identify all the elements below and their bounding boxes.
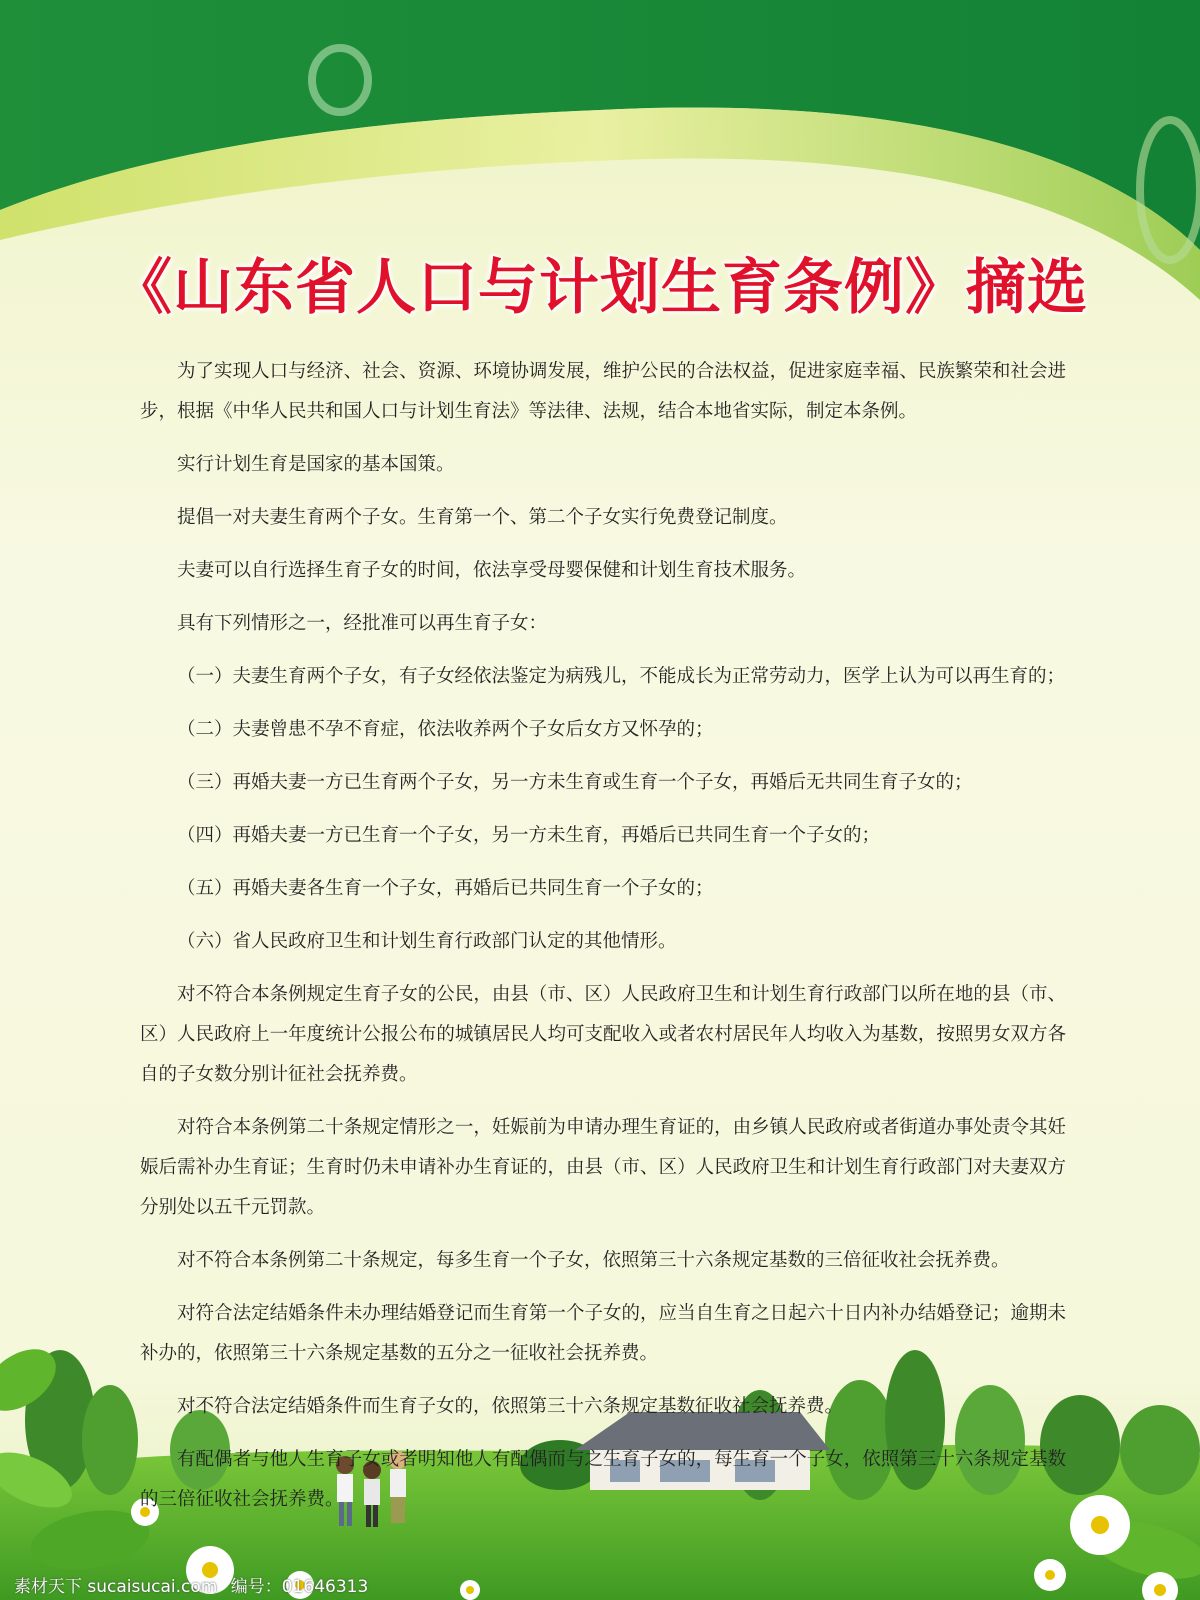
paragraph: （三）再婚夫妻一方已生育两个子女，另一方未生育或生育一个子女，再婚后无共同生育子女的； — [177, 772, 973, 793]
paragraph: 对不符合本条例规定生育子女的公民，由县（市、区）人民政府卫生和计划生育行政部门以所在地的县（市、区）人民政府上一年度统计公报公布的城镇居民人均可支配收入或者农村居民年人均收入为基数，按照男女双方各自的子女数分别计征社会抚养费。 — [140, 984, 1066, 1085]
paragraph: （四）再婚夫妻一方已生育一个子女，另一方未生育，再婚后已共同生育一个子女的； — [177, 825, 881, 846]
paragraph: 对符合法定结婚条件未办理结婚登记而生育第一个子女的，应当自生育之日起六十日内补办结婚登记；逾期未补办的，依照第三十六条规定基数的五分之一征收社会抚养费。 — [140, 1303, 1066, 1364]
paragraph: 提倡一对夫妻生育两个子女。生育第一个、第二个子女实行免费登记制度。 — [177, 507, 788, 528]
paragraph: （五）再婚夫妻各生育一个子女，再婚后已共同生育一个子女的； — [177, 878, 714, 899]
paragraph: 实行计划生育是国家的基本国策。 — [177, 454, 455, 475]
paragraph: （二）夫妻曾患不孕不育症，依法收养两个子女后女方又怀孕的； — [177, 719, 714, 740]
paragraph: 具有下列情形之一，经批准可以再生育子女： — [177, 613, 548, 634]
page-title: 《山东省人口与计划生育条例》摘选 — [112, 253, 1088, 323]
paragraph: （六）省人民政府卫生和计划生育行政部门认定的其他情形。 — [177, 931, 677, 952]
paragraph: 夫妻可以自行选择生育子女的时间，依法享受母婴保健和计划生育技术服务。 — [177, 560, 807, 581]
paragraph: 对不符合法定结婚条件而生育子女的，依照第三十六条规定基数征收社会抚养费。 — [177, 1396, 844, 1417]
paragraph: 对不符合本条例第二十条规定，每多生育一个子女，依照第三十六条规定基数的三倍征收社会抚养费。 — [177, 1250, 1010, 1271]
watermark-site: 素材天下 sucaisucai.com — [14, 1577, 218, 1597]
paragraph: 对符合本条例第二十条规定情形之一，妊娠前为申请办理生育证的，由乡镇人民政府或者街道办事处责令其妊娠后需补办生育证；生育时仍未申请补办生育证的，由县（市、区）人民政府卫生和计划生育行政部门对夫妻双方分别处以五千元罚款。 — [140, 1117, 1066, 1218]
regulation-text — [140, 352, 1066, 1533]
watermark-id: 编号：01646313 — [230, 1577, 369, 1597]
paragraph: （一）夫妻生育两个子女，有子女经依法鉴定为病残儿，不能成长为正常劳动力，医学上认为可以再生育的； — [177, 666, 1066, 687]
watermark — [14, 1572, 376, 1597]
paragraph: 有配偶者与他人生育子女或者明知他人有配偶而与之生育子女的，每生育一个子女，依照第三十六条规定基数的三倍征收社会抚养费。 — [140, 1449, 1066, 1510]
paragraph: 为了实现人口与经济、社会、资源、环境协调发展，维护公民的合法权益，促进家庭幸福、民族繁荣和社会进步，根据《中华人民共和国人口与计划生育法》等法律、法规，结合本地省实际，制定本条例。 — [140, 361, 1066, 422]
